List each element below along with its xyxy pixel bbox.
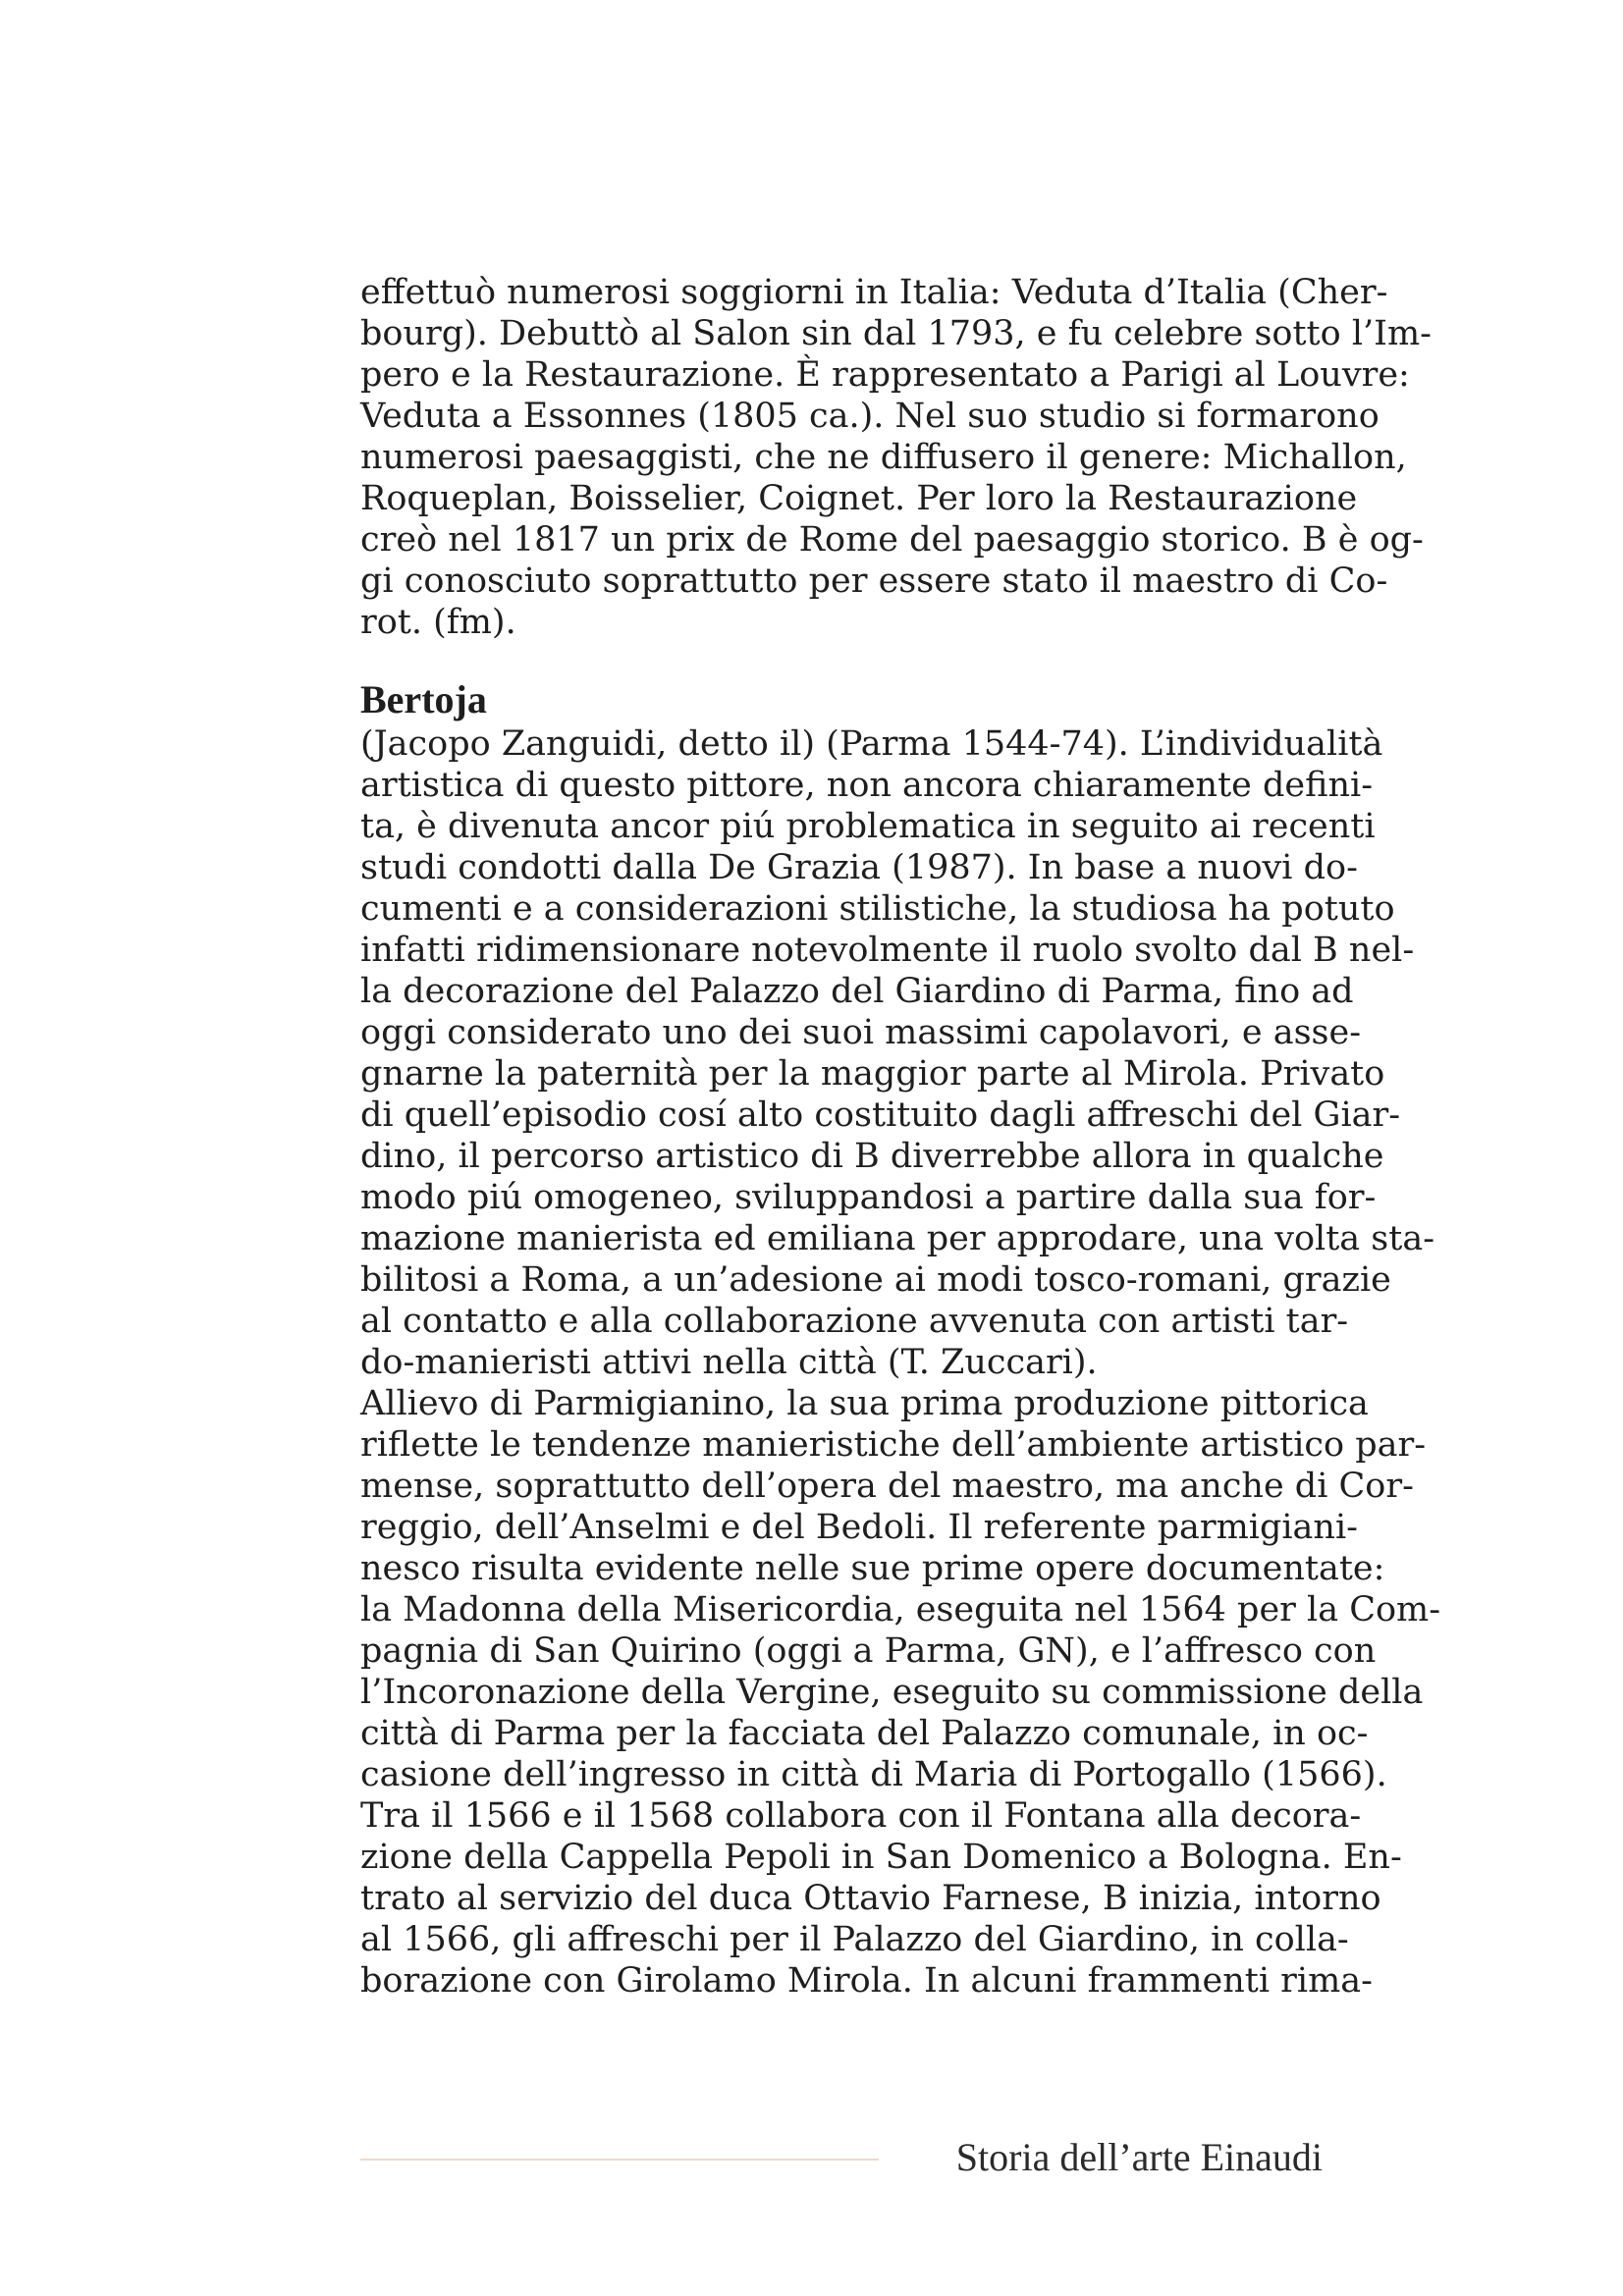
entry-body (360, 723, 1441, 2002)
entry-title: Bertoja (360, 677, 487, 721)
text-line: cumenti e a considerazioni stilistiche, la studiosa ha potuto (360, 889, 1395, 929)
text-line: di quell’episodio cosí alto costituito dagli affreschi del Giar- (360, 1095, 1401, 1135)
text-line: bilitosi a Roma, a un’adesione ai modi tosco-romani, grazie (360, 1260, 1391, 1300)
text-line: al contatto e alla collaborazione avvenuta con artisti tar- (360, 1302, 1349, 1341)
text-line: gi conosciuto soprattutto per essere stato il maestro di Co- (360, 561, 1388, 601)
text-line: creò nel 1817 un prix de Rome del paesaggio storico. B è og- (360, 520, 1424, 560)
text-line: casione dell’ingresso in città di Maria di Portogallo (1566). (360, 1755, 1387, 1794)
text-line: città di Parma per la facciata del Palazzo comunale, in oc- (360, 1714, 1369, 1753)
text-line: reggio, dell’Anselmi e del Bedoli. Il referente parmigiani- (360, 1508, 1358, 1547)
text-line: infatti ridimensionare notevolmente il ruolo svolto dal B nel- (360, 931, 1415, 970)
text-line: gnarne la paternità per la maggior parte al Mirola. Privato (360, 1054, 1385, 1094)
text-line: Allievo di Parmigianino, la sua prima produzione pittorica (360, 1384, 1369, 1423)
text-line: la Madonna della Misericordia, eseguita nel 1564 per la Com- (360, 1590, 1441, 1629)
text-line: ta, è divenuta ancor piú problematica in seguito ai recenti (360, 807, 1376, 846)
text-line: do-manieristi attivi nella città (T. Zuccari). (360, 1343, 1098, 1382)
text-line: rot. (fm). (360, 603, 516, 642)
text-line: borazione con Girolamo Mirola. In alcuni frammenti rima- (360, 1961, 1373, 2001)
text-line: dino, il percorso artistico di B diverrebbe allora in qualche (360, 1137, 1384, 1176)
text-line: Roqueplan, Boisselier, Coignet. Per loro la Restaurazione (360, 479, 1358, 518)
footer-divider (360, 2159, 879, 2161)
text-line: artistica di questo pittore, non ancora chiaramente defini- (360, 766, 1374, 805)
footer-publication-title: Storia dell’arte Einaudi (955, 2135, 1323, 2179)
text-line: riflette le tendenze manieristiche dell’ambiente artistico par- (360, 1425, 1427, 1465)
text-line: al 1566, gli affreschi per il Palazzo del Giardino, in colla- (360, 1920, 1349, 1959)
text-line: mazione manierista ed emiliana per approdare, una volta sta- (360, 1219, 1435, 1258)
text-line: trato al servizio del duca Ottavio Farnese, B inizia, intorno (360, 1879, 1381, 1918)
text-line: oggi considerato uno dei suoi massimi capolavori, e asse- (360, 1013, 1362, 1052)
text-line: (Jacopo Zanguidi, detto il) (Parma 1544-74). L’individualità (360, 724, 1383, 764)
text-line: studi condotti dalla De Grazia (1987). In base a nuovi do- (360, 848, 1358, 887)
text-line: modo piú omogeneo, sviluppandosi a partire dalla sua for- (360, 1178, 1377, 1217)
text-line: pagnia di San Quirino (oggi a Parma, GN), e l’affresco con (360, 1631, 1377, 1671)
text-line: nesco risulta evidente nelle sue prime opere documentate: (360, 1549, 1385, 1588)
text-line: pero e la Restaurazione. È rappresentato a Parigi al Louvre: (360, 355, 1410, 395)
text-line: la decorazione del Palazzo del Giardino di Parma, fino ad (360, 972, 1354, 1011)
text-line: Tra il 1566 e il 1568 collabora con il Fontana alla decora- (360, 1796, 1362, 1836)
text-line: mense, soprattutto dell’opera del maestro, ma anche di Cor- (360, 1467, 1414, 1506)
text-line: bourg). Debuttò al Salon sin dal 1793, e fu celebre sotto l’Im- (360, 314, 1432, 353)
text-line: Veduta a Essonnes (1805 ca.). Nel suo studio si formarono (360, 397, 1380, 436)
text-line: numerosi paesaggisti, che ne diffusero il genere: Michallon, (360, 438, 1407, 477)
text-line: l’Incoronazione della Vergine, eseguito su commissione della (360, 1673, 1424, 1712)
text-line: zione della Cappella Pepoli in San Domenico a Bologna. En- (360, 1838, 1402, 1877)
intro-paragraph (360, 272, 1432, 643)
text-line: effettuò numerosi soggiorni in Italia: Veduta d’Italia (Cher- (360, 273, 1388, 312)
